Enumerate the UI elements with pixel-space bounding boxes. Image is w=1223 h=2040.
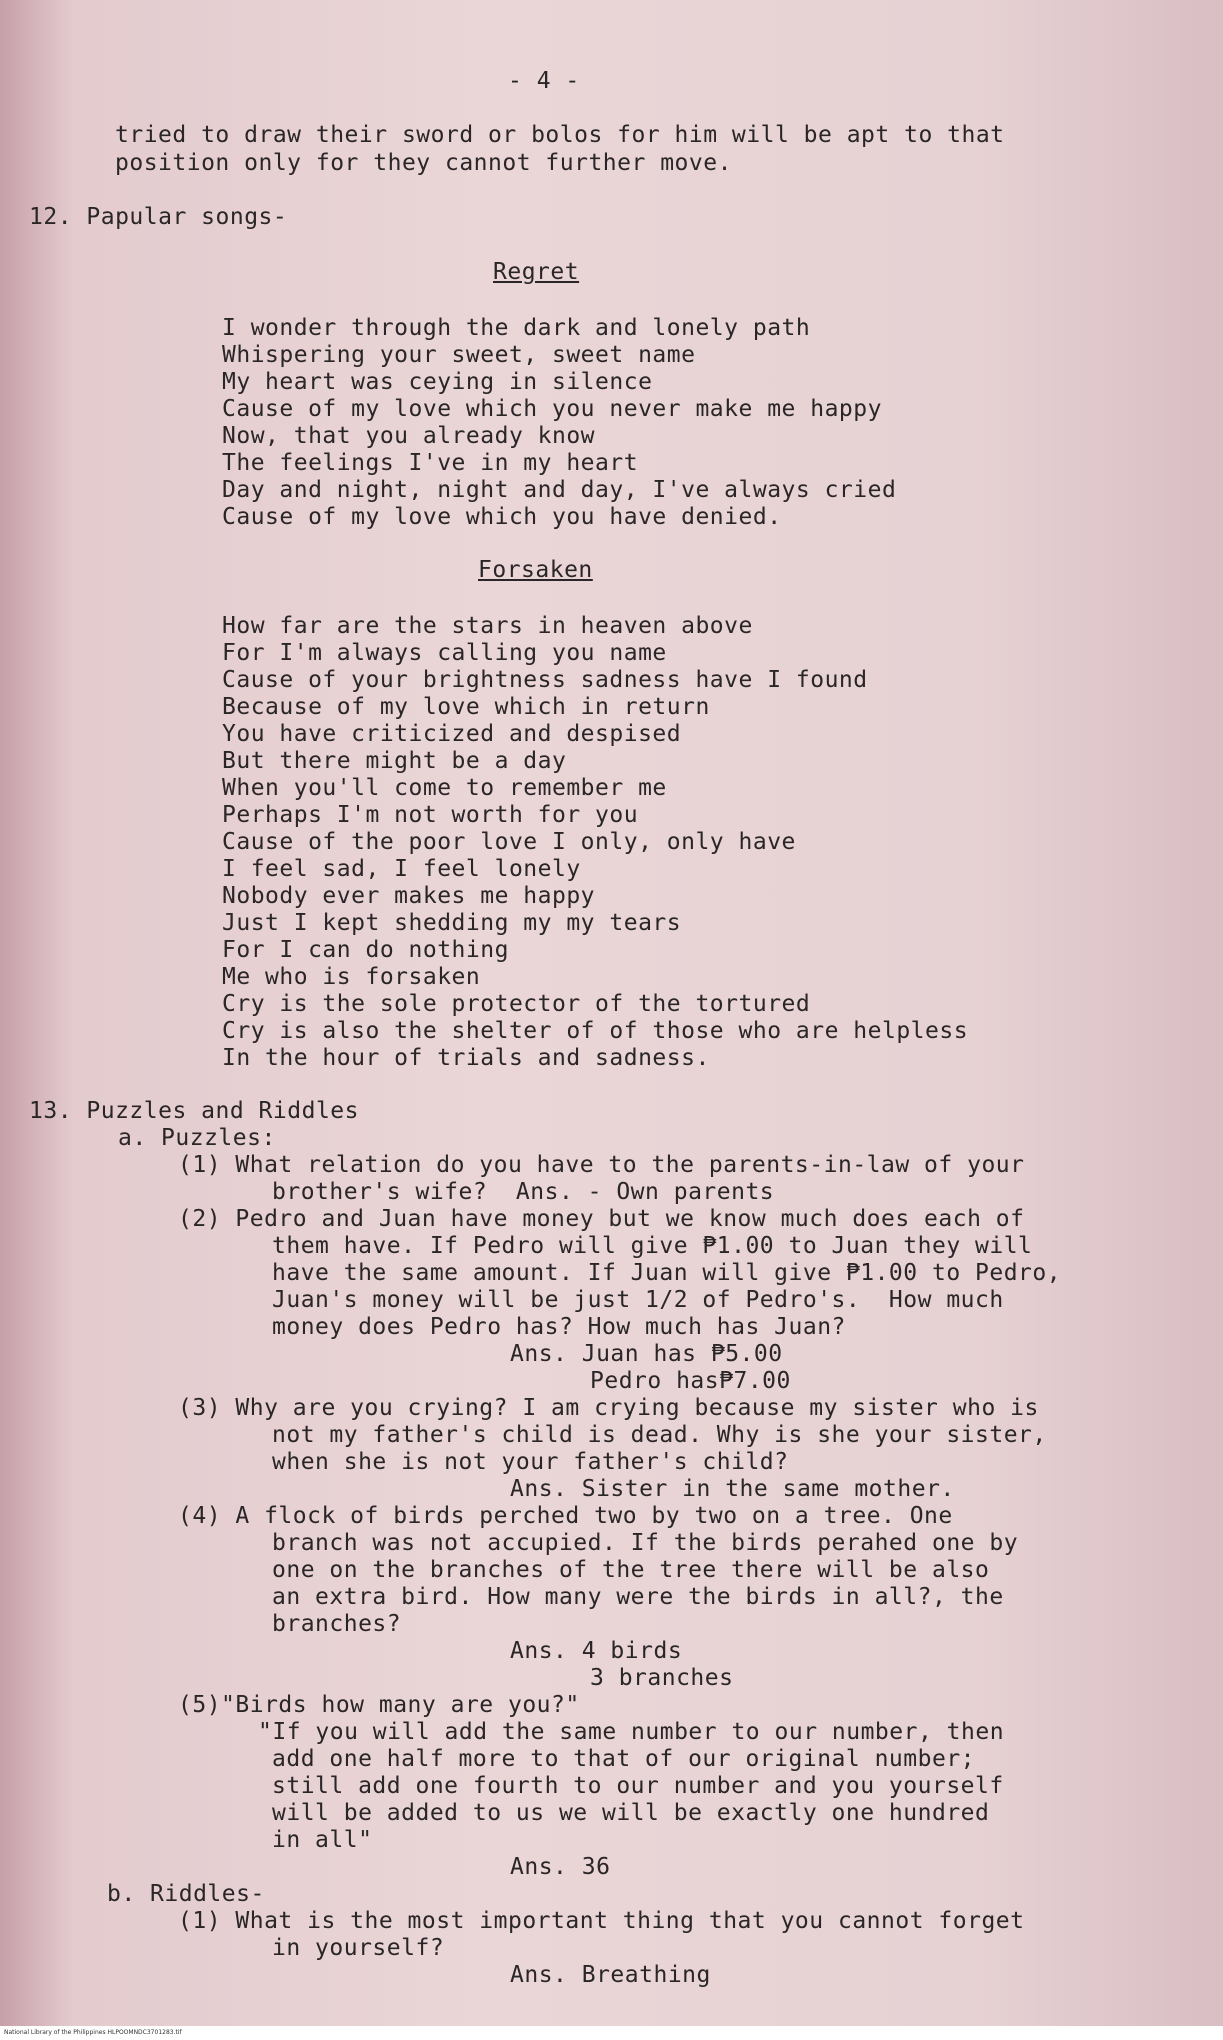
song-line: But there might be a day [222, 748, 567, 774]
puzzle-3-line: (3) Why are you crying? I am crying because my sister who is [178, 1395, 1039, 1421]
riddle-1-answer: Ans. Breathing [510, 1962, 711, 1988]
puzzle-4-line: branch was not accupied. If the birds perahed one by [272, 1530, 1019, 1556]
puzzle-5-line: in all" [272, 1827, 373, 1853]
riddle-1-line: (1) What is the most important thing that you cannot forget [178, 1908, 1025, 1934]
puzzle-4-line: (4) A flock of birds perched two by two on a tree. One [178, 1503, 953, 1529]
puzzle-2-answer: Pedro has₱7.00 [590, 1368, 791, 1394]
puzzle-5-line: (5)"Birds how many are you?" [178, 1692, 580, 1718]
puzzle-2-answer: Ans. Juan has ₱5.00 [510, 1341, 783, 1367]
song-line: Nobody ever makes me happy [222, 883, 596, 909]
song-line: You have criticized and despised [222, 721, 682, 747]
puzzle-2-line: money does Pedro has? How much has Juan? [272, 1314, 846, 1340]
section-13-heading: 13. Puzzles and Riddles [29, 1098, 359, 1124]
song-line: Because of my love which in return [222, 694, 710, 720]
song-line: For I'm always calling you name [222, 640, 667, 666]
song-line: Cause of your brightness sadness have I found [222, 667, 868, 693]
puzzle-2-line: (2) Pedro and Juan have money but we know much does each of [178, 1206, 1025, 1232]
song-title-forsaken: Forsaken [478, 557, 593, 583]
song-line: Cause of my love which you never make me happy [222, 396, 882, 422]
song-line: I feel sad, I feel lonely [222, 856, 581, 882]
song-line: Just I kept shedding my my tears [222, 910, 682, 936]
song-line: In the hour of trials and sadness. [222, 1045, 710, 1071]
puzzle-5-answer: Ans. 36 [510, 1854, 611, 1880]
puzzle-2-line: them have. If Pedro will give ₱1.00 to Juan they will [272, 1233, 1033, 1259]
puzzle-5-line: will be added to us we will be exactly one hundred [272, 1800, 990, 1826]
puzzle-3-line: when she is not your father's child? [272, 1449, 789, 1475]
puzzle-5-line: "If you will add the same number to our number, then [258, 1719, 1005, 1745]
puzzle-4-line: branches? [272, 1611, 402, 1637]
puzzle-2-line: have the same amount. If Juan will give ₱1.00 to Pedro, [272, 1260, 1062, 1286]
song-line: Cry is the sole protector of the tortured [222, 991, 811, 1017]
riddles-heading: b. Riddles- [107, 1881, 265, 1907]
song-line: Whispering your sweet, sweet name [222, 342, 696, 368]
intro-line: position only for they cannot further move. [115, 150, 732, 176]
puzzle-4-answer: 3 branches [590, 1665, 734, 1691]
song-line: How far are the stars in heaven above [222, 613, 753, 639]
puzzle-5-line: still add one fourth to our number and you yourself [272, 1773, 1004, 1799]
riddle-1-line: in yourself? [272, 1935, 445, 1961]
puzzle-1-line: brother's wife? Ans. - Own parents [272, 1179, 775, 1205]
page-number: - 4 - [508, 68, 580, 94]
song-line: Perhaps I'm not worth for you [222, 802, 639, 828]
puzzle-4-line: an extra bird. How many were the birds in all?, the [272, 1584, 1004, 1610]
song-line: Cry is also the shelter of of those who are helpless [222, 1018, 969, 1044]
archive-footer: National Library of the Philippines HLPOOMNDC3701283.tif [0, 2026, 1223, 2040]
puzzle-5-line: add one half more to that of our original number; [272, 1746, 976, 1772]
puzzles-heading: a. Puzzles: [118, 1125, 276, 1151]
intro-line: tried to draw their sword or bolos for him will be apt to that [115, 122, 1005, 148]
song-line: Me who is forsaken [222, 964, 481, 990]
section-12-heading: 12. Papular songs- [29, 204, 288, 230]
song-line: For I can do nothing [222, 937, 509, 963]
song-line: Cause of the poor love I only, only have [222, 829, 796, 855]
puzzle-2-line: Juan's money will be just 1/2 of Pedro's. How much [272, 1287, 1004, 1313]
song-line: I wonder through the dark and lonely path [222, 315, 811, 341]
puzzle-1-line: (1) What relation do you have to the parents-in-law of your [178, 1152, 1025, 1178]
puzzle-3-line: not my father's child is dead. Why is she your sister, [272, 1422, 1047, 1448]
puzzle-4-line: one on the branches of the tree there will be also [272, 1557, 990, 1583]
song-title-regret: Regret [493, 259, 580, 285]
song-line: The feelings I've in my heart [222, 450, 639, 476]
puzzle-3-answer: Ans. Sister in the same mother. [510, 1476, 955, 1502]
song-line: Now, that you already know [222, 423, 596, 449]
song-line: Day and night, night and day, I've always cried [222, 477, 897, 503]
puzzle-4-answer: Ans. 4 birds [510, 1638, 683, 1664]
song-line: Cause of my love which you have denied. [222, 504, 782, 530]
song-line: My heart was ceying in silence [222, 369, 653, 395]
song-line: When you'll come to remember me [222, 775, 667, 801]
